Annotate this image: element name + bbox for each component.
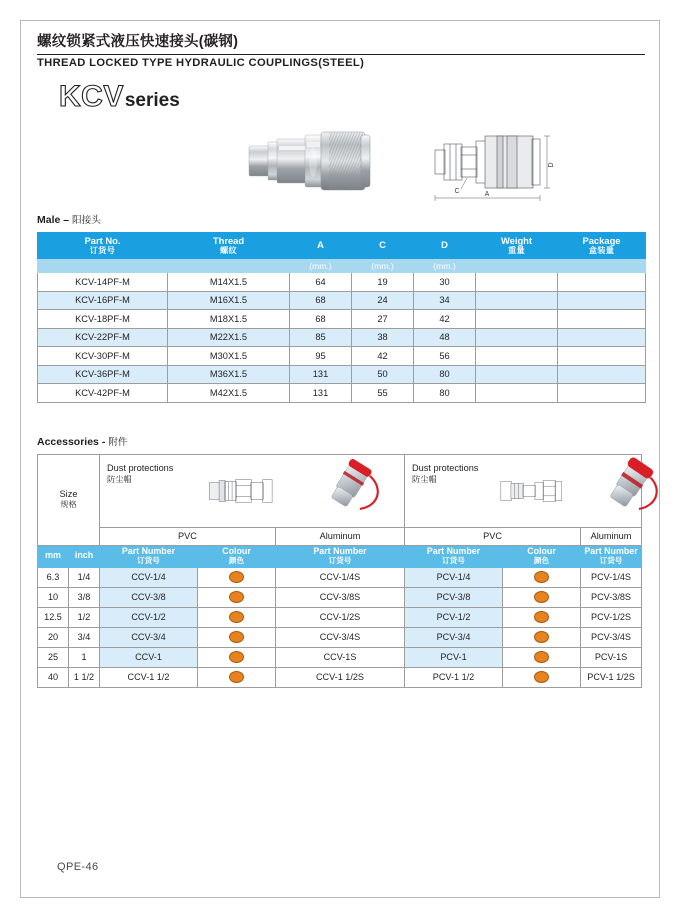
male-col-thread [168, 233, 290, 259]
cell-ccv-pvc: CCV-3/8 [100, 587, 198, 607]
cell-a: 64 [290, 273, 352, 292]
dust-label-left-en: Dust protections [107, 462, 174, 473]
cell-pcv-pvc: PCV-1 1/2 [405, 667, 503, 687]
cell-c: 42 [352, 347, 414, 366]
accessories-section-label [37, 434, 645, 448]
male-col-weight-cn: 重量 [508, 246, 525, 256]
cell-d: 42 [414, 310, 476, 329]
cell-mm: 40 [38, 667, 69, 687]
page-content [37, 33, 645, 688]
cell-ccv-alu: CCV-1/4S [276, 567, 405, 587]
cell-package [558, 384, 646, 403]
cell-colour-right [503, 567, 581, 587]
acc-col-part-number-1 [100, 545, 198, 567]
accessories-table [37, 454, 642, 688]
cell-a: 68 [290, 291, 352, 310]
cell-pcv-pvc: PCV-1/4 [405, 567, 503, 587]
cell-thread: M36X1.5 [168, 365, 290, 384]
cell-a: 131 [290, 365, 352, 384]
cell-part: KCV-42PF-M [38, 384, 168, 403]
male-col-thread-en: Thread [212, 234, 245, 246]
page-title-english: THREAD LOCKED TYPE HYDRAULIC COUPLINGS(STEEL) [37, 57, 365, 70]
cell-mm: 12.5 [38, 607, 69, 627]
cell-colour-right [503, 587, 581, 607]
cell-c: 55 [352, 384, 414, 403]
technical-drawing [423, 120, 575, 206]
cell-d: 48 [414, 328, 476, 347]
male-col-weight [476, 233, 558, 259]
cell-pcv-pvc: PCV-1/2 [405, 607, 503, 627]
male-section-label [37, 212, 645, 226]
series-word: series [124, 90, 180, 112]
dust-protection-label-left [107, 462, 173, 485]
male-col-package [558, 233, 646, 259]
colour-swatch [229, 611, 244, 623]
male-label-sep: – [63, 214, 70, 227]
colour-swatch [534, 651, 549, 663]
acc-col-colour-2 [503, 545, 581, 567]
cell-mm: 25 [38, 647, 69, 667]
acc-col-pn4-en: Part Number [584, 546, 638, 557]
acc-col-pn1-cn: 订货号 [137, 555, 160, 565]
cell-c: 50 [352, 365, 414, 384]
table-row [38, 347, 646, 366]
page-footer-code: QPE-46 [57, 861, 99, 873]
cell-thread: M16X1.5 [168, 291, 290, 310]
male-col-weight-en: Weight [500, 234, 533, 246]
male-col-d: D [414, 233, 476, 259]
page-header [37, 33, 645, 71]
cell-package [558, 365, 646, 384]
dimension-label-d: D [548, 162, 555, 168]
cell-inch: 3/4 [69, 627, 100, 647]
male-table-header-row [38, 233, 646, 259]
acc-col-colour2-cn: 颜色 [533, 555, 550, 565]
acc-col-pn2-cn: 订货号 [328, 555, 352, 565]
cell-colour-right [503, 647, 581, 667]
colour-swatch [229, 591, 244, 603]
cell-c: 38 [352, 328, 414, 347]
cell-c: 24 [352, 291, 414, 310]
male-col-package-en: Package [582, 234, 621, 246]
cell-weight [476, 291, 558, 310]
male-col-a: A [290, 233, 352, 259]
cell-d: 30 [414, 273, 476, 292]
acc-col-part-number-4 [581, 545, 642, 567]
series-code: KCV [59, 80, 124, 114]
cell-part: KCV-16PF-M [38, 291, 168, 310]
cell-package [558, 328, 646, 347]
dust-label-right-cn: 防尘帽 [412, 475, 437, 485]
cell-inch: 3/8 [69, 587, 100, 607]
cell-a: 131 [290, 384, 352, 403]
colour-swatch [534, 571, 549, 583]
cell-ccv-alu: CCV-1S [276, 647, 405, 667]
material-left-pvc: PVC [100, 527, 276, 545]
accessories-group-row [38, 454, 642, 527]
size-header-cn: 规格 [60, 500, 77, 510]
accessories-material-row [38, 527, 642, 545]
table-row [38, 667, 642, 687]
cell-a: 95 [290, 347, 352, 366]
colour-swatch [534, 671, 549, 683]
cell-colour-right [503, 667, 581, 687]
cell-d: 34 [414, 291, 476, 310]
cell-thread: M14X1.5 [168, 273, 290, 292]
male-unit-thread [168, 259, 290, 273]
male-table-unit-row [38, 259, 646, 273]
table-row [38, 607, 642, 627]
dust-protection-label-right [412, 462, 478, 485]
cell-thread: M30X1.5 [168, 347, 290, 366]
acc-col-pn3-cn: 订货号 [442, 555, 465, 565]
table-row [38, 587, 642, 607]
cell-part: KCV-36PF-M [38, 365, 168, 384]
male-table-body [38, 273, 646, 403]
male-label-en: Male [37, 214, 61, 227]
acc-col-colour1-cn: 颜色 [228, 555, 245, 565]
male-specification-table [37, 232, 646, 403]
material-right-pvc: PVC [405, 527, 581, 545]
dust-cap-photo-right [601, 457, 667, 523]
cell-inch: 1 [69, 647, 100, 667]
cell-d: 80 [414, 365, 476, 384]
catalog-page [20, 20, 660, 898]
acc-col-pn2-en: Part Number [313, 546, 367, 557]
dimension-label-a: A [484, 191, 490, 199]
dust-protection-group-right [405, 454, 642, 527]
cell-weight [476, 384, 558, 403]
male-col-part-no [38, 233, 168, 259]
table-row [38, 365, 646, 384]
cell-mm: 20 [38, 627, 69, 647]
cell-inch: 1/4 [69, 567, 100, 587]
acc-col-part-number-3 [405, 545, 503, 567]
page-title-chinese: 螺纹锁紧式液压快速接头(碳钢) [37, 34, 239, 50]
male-col-package-cn: 盒装量 [588, 246, 615, 256]
cell-pcv-alu: PCV-3/8S [581, 587, 642, 607]
colour-swatch [229, 671, 244, 683]
cell-colour-right [503, 627, 581, 647]
accessories-label-cn: 附件 [108, 436, 128, 448]
dust-cap-line-drawing-left [204, 460, 308, 522]
cell-package [558, 310, 646, 329]
dust-protection-group-left [100, 454, 405, 527]
cell-ccv-pvc: CCV-3/4 [100, 627, 198, 647]
male-col-c: C [352, 233, 414, 259]
cell-c: 19 [352, 273, 414, 292]
table-row [38, 273, 646, 292]
dimension-label-c: C [454, 188, 460, 196]
cell-ccv-alu: CCV-1 1/2S [276, 667, 405, 687]
male-label-cn: 阳接头 [72, 215, 101, 227]
series-heading [59, 82, 645, 112]
acc-col-inch: inch [69, 545, 100, 567]
cell-part: KCV-18PF-M [38, 310, 168, 329]
male-col-part-no-cn: 订货号 [89, 246, 116, 256]
male-unit-package [558, 259, 646, 273]
acc-col-pn1-en: Part Number [121, 546, 176, 557]
acc-col-pn4-cn: 订货号 [599, 555, 623, 565]
cell-ccv-pvc: CCV-1 1/2 [100, 667, 198, 687]
cell-colour-left [198, 627, 276, 647]
cell-ccv-pvc: CCV-1/4 [100, 567, 198, 587]
material-right-aluminum: Aluminum [581, 527, 642, 545]
cell-ccv-alu: CCV-3/8S [276, 587, 405, 607]
cell-a: 68 [290, 310, 352, 329]
cell-pcv-alu: PCV-1S [581, 647, 642, 667]
cell-ccv-alu: CCV-3/4S [276, 627, 405, 647]
male-unit-weight [476, 259, 558, 273]
cell-ccv-pvc: CCV-1 [100, 647, 198, 667]
cell-weight [476, 328, 558, 347]
cell-weight [476, 365, 558, 384]
cell-pcv-alu: PCV-3/4S [581, 627, 642, 647]
male-unit-d: (mm.) [414, 259, 476, 273]
cell-mm: 10 [38, 587, 69, 607]
acc-col-colour-1 [198, 545, 276, 567]
dust-label-left-cn: 防尘帽 [107, 475, 132, 485]
cell-package [558, 291, 646, 310]
cell-colour-left [198, 647, 276, 667]
cell-thread: M18X1.5 [168, 310, 290, 329]
cell-inch: 1 1/2 [69, 667, 100, 687]
cell-pcv-pvc: PCV-3/8 [405, 587, 503, 607]
cell-mm: 6.3 [38, 567, 69, 587]
acc-col-pn3-en: Part Number [426, 546, 481, 557]
cell-colour-left [198, 567, 276, 587]
acc-col-colour2-en: Colour [527, 546, 556, 557]
male-col-thread-cn: 螺纹 [220, 246, 237, 256]
cell-part: KCV-14PF-M [38, 273, 168, 292]
cell-inch: 1/2 [69, 607, 100, 627]
male-unit-part-no [38, 259, 168, 273]
accessories-label-sep: - [101, 435, 106, 448]
colour-swatch [229, 571, 244, 583]
cell-part: KCV-30PF-M [38, 347, 168, 366]
product-photo [243, 122, 393, 200]
table-row [38, 384, 646, 403]
accessories-column-header-row [38, 545, 642, 567]
cell-pcv-pvc: PCV-3/4 [405, 627, 503, 647]
dust-cap-line-drawing-right [497, 460, 593, 522]
size-header-cell [38, 454, 100, 545]
cell-c: 27 [352, 310, 414, 329]
accessories-label-en: Accessories [37, 435, 99, 448]
cell-colour-left [198, 667, 276, 687]
title-divider [37, 54, 645, 55]
dust-label-right-en: Dust protections [412, 462, 479, 473]
cell-pcv-alu: PCV-1/4S [581, 567, 642, 587]
colour-swatch [534, 611, 549, 623]
table-row [38, 291, 646, 310]
dust-cap-photo-left [322, 457, 388, 523]
colour-swatch [229, 631, 244, 643]
cell-pcv-alu: PCV-1/2S [581, 607, 642, 627]
table-row [38, 567, 642, 587]
cell-weight [476, 273, 558, 292]
cell-d: 56 [414, 347, 476, 366]
cell-weight [476, 310, 558, 329]
colour-swatch [534, 591, 549, 603]
cell-ccv-pvc: CCV-1/2 [100, 607, 198, 627]
table-row [38, 310, 646, 329]
cell-ccv-alu: CCV-1/2S [276, 607, 405, 627]
cell-a: 85 [290, 328, 352, 347]
table-row [38, 627, 642, 647]
acc-col-part-number-2 [276, 545, 405, 567]
cell-pcv-alu: PCV-1 1/2S [581, 667, 642, 687]
cell-colour-left [198, 607, 276, 627]
size-header-en: Size [59, 489, 78, 500]
cell-pcv-pvc: PCV-1 [405, 647, 503, 667]
cell-colour-right [503, 607, 581, 627]
acc-col-mm: mm [38, 545, 69, 567]
acc-col-colour1-en: Colour [222, 546, 251, 557]
cell-package [558, 273, 646, 292]
cell-thread: M22X1.5 [168, 328, 290, 347]
male-col-part-no-en: Part No. [84, 234, 121, 246]
cell-colour-left [198, 587, 276, 607]
cell-weight [476, 347, 558, 366]
table-row [38, 647, 642, 667]
cell-part: KCV-22PF-M [38, 328, 168, 347]
material-left-aluminum: Aluminum [276, 527, 405, 545]
colour-swatch [534, 631, 549, 643]
cell-thread: M42X1.5 [168, 384, 290, 403]
colour-swatch [229, 651, 244, 663]
male-unit-a: (mm.) [290, 259, 352, 273]
male-unit-c: (mm.) [352, 259, 414, 273]
table-row [38, 328, 646, 347]
cell-package [558, 347, 646, 366]
figure-row [37, 120, 645, 212]
cell-d: 80 [414, 384, 476, 403]
